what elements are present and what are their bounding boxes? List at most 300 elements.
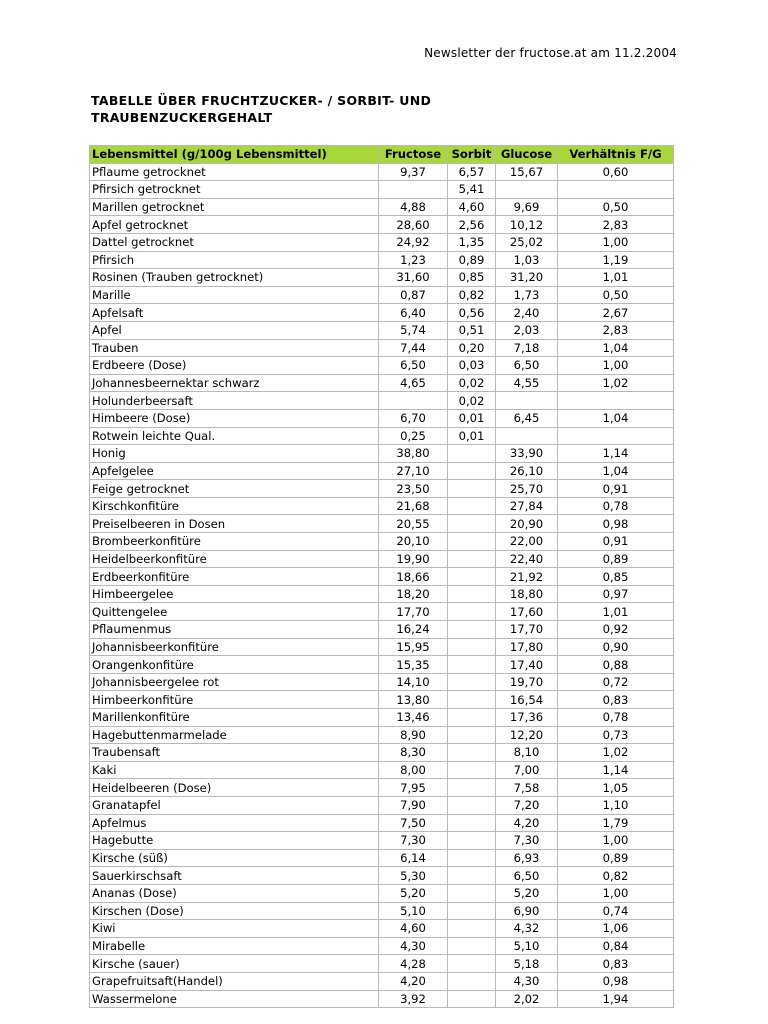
glucose-cell: 4,20	[496, 814, 558, 832]
column-header-food: Lebensmittel (g/100g Lebensmittel)	[90, 146, 379, 164]
ratio-cell: 1,00	[558, 233, 674, 251]
food-name-cell: Holunderbeersaft	[90, 392, 379, 410]
sorbit-cell: 0,02	[448, 392, 496, 410]
column-header-sorbit: Sorbit	[448, 146, 496, 164]
glucose-cell: 4,32	[496, 920, 558, 938]
fructose-cell: 16,24	[379, 621, 448, 639]
glucose-cell: 33,90	[496, 445, 558, 463]
fructose-cell: 0,87	[379, 286, 448, 304]
sorbit-cell: 0,01	[448, 427, 496, 445]
sorbit-cell: 0,56	[448, 304, 496, 322]
fructose-cell: 7,44	[379, 339, 448, 357]
ratio-cell: 0,60	[558, 163, 674, 181]
fructose-cell: 28,60	[379, 216, 448, 234]
sorbit-cell	[448, 884, 496, 902]
table-row	[90, 550, 674, 568]
table-row	[90, 656, 674, 674]
fructose-cell: 5,74	[379, 321, 448, 339]
ratio-cell: 0,92	[558, 621, 674, 639]
fructose-cell: 5,30	[379, 867, 448, 885]
fructose-cell: 18,66	[379, 568, 448, 586]
column-header-fructose: Fructose	[379, 146, 448, 164]
food-name-cell: Marillenkonfitüre	[90, 709, 379, 727]
food-name-cell: Feige getrocknet	[90, 480, 379, 498]
table-row	[90, 796, 674, 814]
food-name-cell: Himbeere (Dose)	[90, 409, 379, 427]
glucose-cell: 7,30	[496, 832, 558, 850]
table-row	[90, 920, 674, 938]
sorbit-cell: 0,85	[448, 269, 496, 287]
sorbit-cell	[448, 937, 496, 955]
ratio-cell: 0,83	[558, 955, 674, 973]
ratio-cell: 0,98	[558, 972, 674, 990]
sorbit-cell	[448, 621, 496, 639]
sorbit-cell: 0,51	[448, 321, 496, 339]
sorbit-cell	[448, 656, 496, 674]
glucose-cell: 19,70	[496, 673, 558, 691]
sorbit-cell	[448, 691, 496, 709]
food-name-cell: Heidelbeeren (Dose)	[90, 779, 379, 797]
table-row	[90, 849, 674, 867]
table-row	[90, 709, 674, 727]
table-row	[90, 251, 674, 269]
table-row	[90, 374, 674, 392]
sorbit-cell	[448, 955, 496, 973]
sorbit-cell	[448, 832, 496, 850]
sorbit-cell	[448, 638, 496, 656]
ratio-cell: 1,00	[558, 357, 674, 375]
ratio-cell: 0,50	[558, 286, 674, 304]
sorbit-cell	[448, 814, 496, 832]
fructose-cell: 7,90	[379, 796, 448, 814]
glucose-cell: 17,80	[496, 638, 558, 656]
table-row	[90, 691, 674, 709]
sorbit-cell: 0,03	[448, 357, 496, 375]
glucose-cell: 12,20	[496, 726, 558, 744]
sorbit-cell	[448, 568, 496, 586]
food-name-cell: Marille	[90, 286, 379, 304]
ratio-cell	[558, 181, 674, 199]
sorbit-cell: 5,41	[448, 181, 496, 199]
sorbit-cell	[448, 849, 496, 867]
ratio-cell: 1,01	[558, 603, 674, 621]
food-name-cell: Apfelsaft	[90, 304, 379, 322]
ratio-cell: 1,04	[558, 462, 674, 480]
glucose-cell: 5,18	[496, 955, 558, 973]
fructose-cell: 1,23	[379, 251, 448, 269]
fructose-cell: 27,10	[379, 462, 448, 480]
ratio-cell: 2,83	[558, 216, 674, 234]
ratio-cell: 0,85	[558, 568, 674, 586]
glucose-cell: 21,92	[496, 568, 558, 586]
sorbit-cell	[448, 515, 496, 533]
table-row	[90, 409, 674, 427]
food-name-cell: Grapefruitsaft(Handel)	[90, 972, 379, 990]
table-row	[90, 462, 674, 480]
ratio-cell: 0,78	[558, 709, 674, 727]
table-header-row	[90, 146, 674, 164]
sorbit-cell	[448, 533, 496, 551]
table-row	[90, 884, 674, 902]
sorbit-cell: 0,82	[448, 286, 496, 304]
food-name-cell: Apfelgelee	[90, 462, 379, 480]
glucose-cell: 22,00	[496, 533, 558, 551]
fructose-cell: 8,90	[379, 726, 448, 744]
sorbit-cell: 0,20	[448, 339, 496, 357]
glucose-cell: 1,03	[496, 251, 558, 269]
food-name-cell: Kirsche (süß)	[90, 849, 379, 867]
table-row	[90, 480, 674, 498]
table-row	[90, 744, 674, 762]
fructose-cell: 4,88	[379, 198, 448, 216]
table-row	[90, 990, 674, 1008]
glucose-cell: 4,55	[496, 374, 558, 392]
fructose-cell: 24,92	[379, 233, 448, 251]
table-row	[90, 955, 674, 973]
glucose-cell: 2,03	[496, 321, 558, 339]
table-row	[90, 832, 674, 850]
glucose-cell: 7,20	[496, 796, 558, 814]
table-row	[90, 357, 674, 375]
sorbit-cell	[448, 709, 496, 727]
fructose-cell: 5,10	[379, 902, 448, 920]
ratio-cell: 0,91	[558, 533, 674, 551]
fructose-cell: 8,30	[379, 744, 448, 762]
food-name-cell: Kirschkonfitüre	[90, 497, 379, 515]
food-name-cell: Pflaumenmus	[90, 621, 379, 639]
glucose-cell: 4,30	[496, 972, 558, 990]
fructose-cell: 6,40	[379, 304, 448, 322]
table-row	[90, 445, 674, 463]
glucose-cell: 1,73	[496, 286, 558, 304]
food-name-cell: Trauben	[90, 339, 379, 357]
food-name-cell: Johannisbeergelee rot	[90, 673, 379, 691]
document-title	[91, 92, 431, 126]
ratio-cell	[558, 427, 674, 445]
sorbit-cell	[448, 497, 496, 515]
glucose-cell: 6,45	[496, 409, 558, 427]
sorbit-cell: 4,60	[448, 198, 496, 216]
glucose-cell: 31,20	[496, 269, 558, 287]
fructose-cell: 8,00	[379, 761, 448, 779]
glucose-cell: 25,02	[496, 233, 558, 251]
ratio-cell: 1,00	[558, 884, 674, 902]
food-name-cell: Sauerkirschsaft	[90, 867, 379, 885]
glucose-cell: 5,20	[496, 884, 558, 902]
glucose-cell	[496, 181, 558, 199]
food-name-cell: Traubensaft	[90, 744, 379, 762]
glucose-cell: 7,18	[496, 339, 558, 357]
ratio-cell: 0,89	[558, 849, 674, 867]
column-header-ratio: Verhältnis F/G	[558, 146, 674, 164]
table-row	[90, 392, 674, 410]
table-row	[90, 937, 674, 955]
glucose-cell: 17,70	[496, 621, 558, 639]
ratio-cell: 1,14	[558, 445, 674, 463]
sorbit-cell	[448, 902, 496, 920]
food-name-cell: Heidelbeerkonfitüre	[90, 550, 379, 568]
fructose-cell: 20,10	[379, 533, 448, 551]
sorbit-cell: 2,56	[448, 216, 496, 234]
sorbit-cell	[448, 550, 496, 568]
glucose-cell: 8,10	[496, 744, 558, 762]
table-row	[90, 867, 674, 885]
glucose-cell: 17,36	[496, 709, 558, 727]
table-row	[90, 533, 674, 551]
glucose-cell: 6,50	[496, 357, 558, 375]
table-row	[90, 427, 674, 445]
fructose-cell: 13,46	[379, 709, 448, 727]
ratio-cell	[558, 392, 674, 410]
food-name-cell: Kirschen (Dose)	[90, 902, 379, 920]
fructose-cell: 6,70	[379, 409, 448, 427]
sorbit-cell: 6,57	[448, 163, 496, 181]
ratio-cell: 1,10	[558, 796, 674, 814]
sorbit-cell: 0,02	[448, 374, 496, 392]
fructose-cell	[379, 181, 448, 199]
table-body	[90, 163, 674, 1008]
ratio-cell: 0,84	[558, 937, 674, 955]
table-row	[90, 163, 674, 181]
ratio-cell: 1,06	[558, 920, 674, 938]
food-name-cell: Pflaume getrocknet	[90, 163, 379, 181]
ratio-cell: 0,82	[558, 867, 674, 885]
food-name-cell: Quittengelee	[90, 603, 379, 621]
fructose-cell: 14,10	[379, 673, 448, 691]
ratio-cell: 0,78	[558, 497, 674, 515]
food-name-cell: Kirsche (sauer)	[90, 955, 379, 973]
food-name-cell: Pfirsich getrocknet	[90, 181, 379, 199]
glucose-cell: 26,10	[496, 462, 558, 480]
table-row	[90, 972, 674, 990]
glucose-cell: 17,40	[496, 656, 558, 674]
table-row	[90, 673, 674, 691]
glucose-cell: 15,67	[496, 163, 558, 181]
glucose-cell: 20,90	[496, 515, 558, 533]
food-name-cell: Granatapfel	[90, 796, 379, 814]
fructose-cell: 5,20	[379, 884, 448, 902]
food-name-cell: Marillen getrocknet	[90, 198, 379, 216]
ratio-cell: 0,83	[558, 691, 674, 709]
food-name-cell: Johannesbeernektar schwarz	[90, 374, 379, 392]
table-row	[90, 902, 674, 920]
fructose-cell: 4,30	[379, 937, 448, 955]
glucose-cell: 25,70	[496, 480, 558, 498]
ratio-cell: 1,79	[558, 814, 674, 832]
glucose-cell: 16,54	[496, 691, 558, 709]
ratio-cell: 0,98	[558, 515, 674, 533]
glucose-cell: 2,40	[496, 304, 558, 322]
glucose-cell: 6,93	[496, 849, 558, 867]
food-name-cell: Erdbeerkonfitüre	[90, 568, 379, 586]
fructose-cell: 4,28	[379, 955, 448, 973]
column-header-glucose: Glucose	[496, 146, 558, 164]
fructose-cell: 20,55	[379, 515, 448, 533]
food-name-cell: Kaki	[90, 761, 379, 779]
glucose-cell: 6,50	[496, 867, 558, 885]
sorbit-cell	[448, 673, 496, 691]
sorbit-cell	[448, 744, 496, 762]
sorbit-cell: 0,01	[448, 409, 496, 427]
ratio-cell: 1,01	[558, 269, 674, 287]
food-name-cell: Erdbeere (Dose)	[90, 357, 379, 375]
food-name-cell: Apfelmus	[90, 814, 379, 832]
table-row	[90, 321, 674, 339]
food-name-cell: Kiwi	[90, 920, 379, 938]
table-row	[90, 339, 674, 357]
food-name-cell: Himbeerkonfitüre	[90, 691, 379, 709]
ratio-cell: 0,89	[558, 550, 674, 568]
fructose-cell: 4,65	[379, 374, 448, 392]
ratio-cell: 1,94	[558, 990, 674, 1008]
sorbit-cell	[448, 445, 496, 463]
ratio-cell: 0,73	[558, 726, 674, 744]
glucose-cell: 7,00	[496, 761, 558, 779]
ratio-cell: 1,00	[558, 832, 674, 850]
food-name-cell: Hagebutte	[90, 832, 379, 850]
ratio-cell: 1,14	[558, 761, 674, 779]
ratio-cell: 1,02	[558, 374, 674, 392]
ratio-cell: 1,04	[558, 339, 674, 357]
ratio-cell: 0,91	[558, 480, 674, 498]
food-name-cell: Wassermelone	[90, 990, 379, 1008]
fructose-cell: 6,14	[379, 849, 448, 867]
table-row	[90, 233, 674, 251]
fructose-cell: 17,70	[379, 603, 448, 621]
food-name-cell: Rotwein leichte Qual.	[90, 427, 379, 445]
food-name-cell: Dattel getrocknet	[90, 233, 379, 251]
fructose-cell: 4,60	[379, 920, 448, 938]
table-row	[90, 638, 674, 656]
food-name-cell: Brombeerkonfitüre	[90, 533, 379, 551]
fructose-cell: 18,20	[379, 585, 448, 603]
table-row	[90, 269, 674, 287]
fructose-cell: 0,25	[379, 427, 448, 445]
sorbit-cell	[448, 972, 496, 990]
fructose-cell: 3,92	[379, 990, 448, 1008]
table-row	[90, 216, 674, 234]
table-row	[90, 304, 674, 322]
sorbit-cell	[448, 761, 496, 779]
fructose-cell: 15,35	[379, 656, 448, 674]
sorbit-cell	[448, 796, 496, 814]
glucose-cell: 17,60	[496, 603, 558, 621]
fructose-cell: 38,80	[379, 445, 448, 463]
table-row	[90, 515, 674, 533]
fructose-cell: 15,95	[379, 638, 448, 656]
table-row	[90, 286, 674, 304]
glucose-cell: 5,10	[496, 937, 558, 955]
food-name-cell: Johannisbeerkonfitüre	[90, 638, 379, 656]
food-name-cell: Pfirsich	[90, 251, 379, 269]
table-row	[90, 497, 674, 515]
ratio-cell: 0,72	[558, 673, 674, 691]
ratio-cell: 1,19	[558, 251, 674, 269]
table-row	[90, 779, 674, 797]
glucose-cell: 2,02	[496, 990, 558, 1008]
title-line-1: TABELLE ÜBER FRUCHTZUCKER- / SORBIT- UND	[91, 93, 432, 108]
ratio-cell: 0,88	[558, 656, 674, 674]
table-row	[90, 198, 674, 216]
food-name-cell: Preiselbeeren in Dosen	[90, 515, 379, 533]
fructose-cell: 7,95	[379, 779, 448, 797]
sorbit-cell	[448, 779, 496, 797]
food-name-cell: Orangenkonfitüre	[90, 656, 379, 674]
sugar-content-table	[89, 145, 674, 1008]
table-row	[90, 814, 674, 832]
ratio-cell: 0,74	[558, 902, 674, 920]
fructose-cell: 9,37	[379, 163, 448, 181]
food-name-cell: Rosinen (Trauben getrocknet)	[90, 269, 379, 287]
sorbit-cell	[448, 585, 496, 603]
fructose-cell: 21,68	[379, 497, 448, 515]
glucose-cell	[496, 392, 558, 410]
title-line-2: TRAUBENZUCKERGEHALT	[91, 110, 273, 125]
glucose-cell: 10,12	[496, 216, 558, 234]
sorbit-cell	[448, 920, 496, 938]
glucose-cell: 7,58	[496, 779, 558, 797]
fructose-cell: 7,30	[379, 832, 448, 850]
sorbit-cell	[448, 867, 496, 885]
fructose-cell: 19,90	[379, 550, 448, 568]
sorbit-cell	[448, 480, 496, 498]
food-name-cell: Hagebuttenmarmelade	[90, 726, 379, 744]
food-name-cell: Mirabelle	[90, 937, 379, 955]
sorbit-cell	[448, 603, 496, 621]
fructose-cell	[379, 392, 448, 410]
fructose-cell: 31,60	[379, 269, 448, 287]
ratio-cell: 2,67	[558, 304, 674, 322]
glucose-cell	[496, 427, 558, 445]
ratio-cell: 2,83	[558, 321, 674, 339]
glucose-cell: 27,84	[496, 497, 558, 515]
newsletter-date: Newsletter der fructose.at am 11.2.2004	[424, 46, 677, 60]
table-row	[90, 181, 674, 199]
glucose-cell: 18,80	[496, 585, 558, 603]
fructose-cell: 23,50	[379, 480, 448, 498]
table-row	[90, 726, 674, 744]
glucose-cell: 6,90	[496, 902, 558, 920]
food-name-cell: Apfel	[90, 321, 379, 339]
fructose-cell: 13,80	[379, 691, 448, 709]
table-row	[90, 568, 674, 586]
sorbit-cell: 1,35	[448, 233, 496, 251]
sorbit-cell	[448, 726, 496, 744]
glucose-cell: 22,40	[496, 550, 558, 568]
glucose-cell: 9,69	[496, 198, 558, 216]
fructose-cell: 7,50	[379, 814, 448, 832]
ratio-cell: 1,04	[558, 409, 674, 427]
sorbit-cell	[448, 990, 496, 1008]
table-row	[90, 585, 674, 603]
sorbit-cell	[448, 462, 496, 480]
food-name-cell: Ananas (Dose)	[90, 884, 379, 902]
table-row	[90, 761, 674, 779]
ratio-cell: 0,50	[558, 198, 674, 216]
ratio-cell: 1,05	[558, 779, 674, 797]
ratio-cell: 0,97	[558, 585, 674, 603]
table-row	[90, 621, 674, 639]
ratio-cell: 1,02	[558, 744, 674, 762]
fructose-cell: 4,20	[379, 972, 448, 990]
table-row	[90, 603, 674, 621]
food-name-cell: Himbeergelee	[90, 585, 379, 603]
ratio-cell: 0,90	[558, 638, 674, 656]
food-name-cell: Honig	[90, 445, 379, 463]
sorbit-cell: 0,89	[448, 251, 496, 269]
fructose-cell: 6,50	[379, 357, 448, 375]
food-name-cell: Apfel getrocknet	[90, 216, 379, 234]
